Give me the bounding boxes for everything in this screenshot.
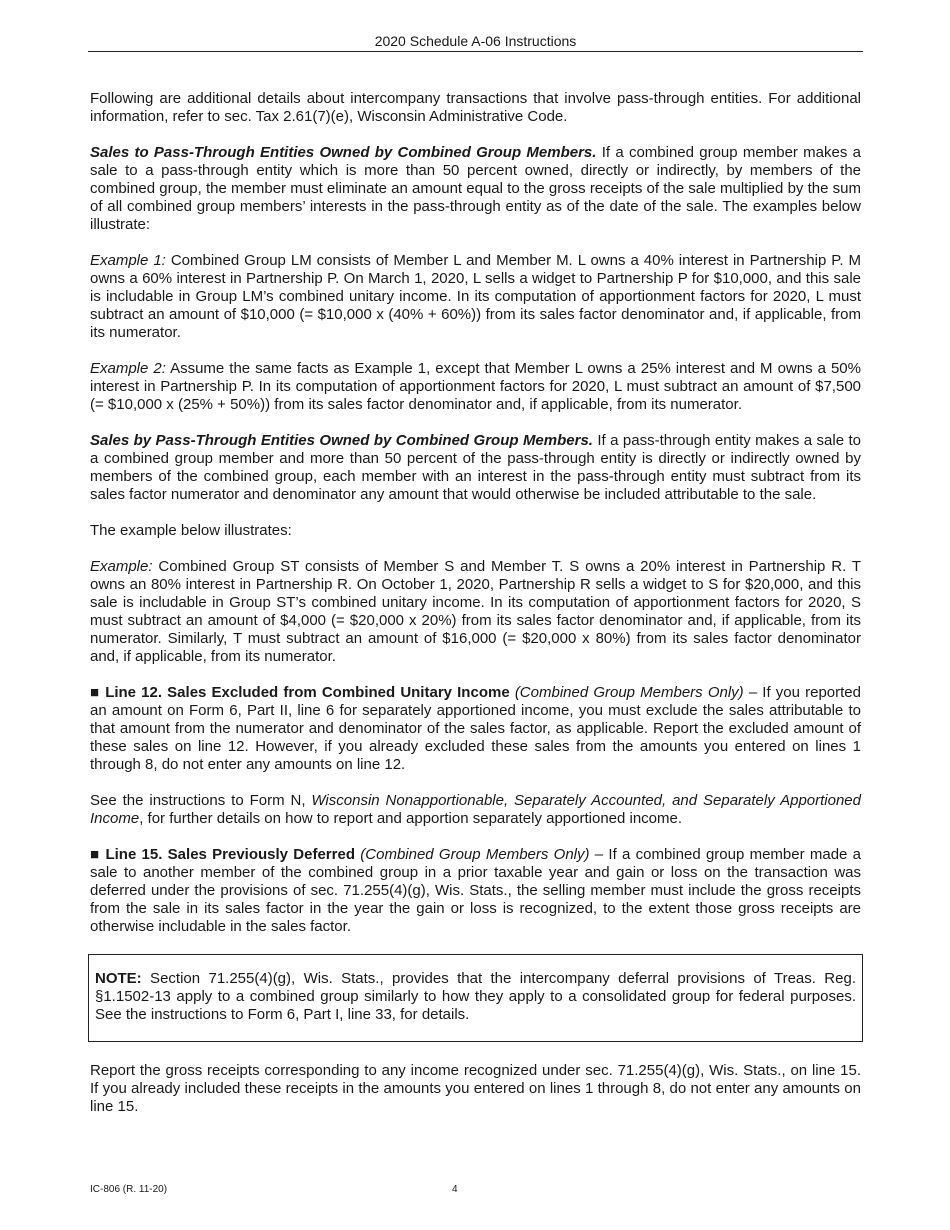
document-body (90, 90, 861, 1134)
line-12-text: – If you reported an amount on Form 6, Part II, line 6 for separately apportioned income, you must exclude the sales attributable to that amount from the numerator and denominator of the sales factor, as applicable. Report the excluded amount of these sales on line 12. However, if you already excluded these sales from the amounts you entered on lines 1 through 8, do not enter any amounts on line 12. (90, 684, 861, 773)
form-n-pre: See the instructions to Form N, (90, 792, 312, 809)
page-header (88, 33, 863, 52)
note-text: Section 71.255(4)(g), Wis. Stats., provides that the intercompany deferral provisions of Treas. Reg. §1.1502-13 apply to a combined group similarly to how they apply to a consolidated group for federal purposes. See the instructions to Form 6, Part I, line 33, for details. (95, 970, 856, 1023)
intro-paragraph: Following are additional details about intercompany transactions that involve pass-through entities. For additional information, refer to sec. Tax 2.61(7)(e), Wisconsin Administrative Code. (90, 90, 861, 125)
line-12-paragraph (90, 684, 861, 774)
example-2-label: Example 2: (90, 360, 166, 377)
header-title: 2020 Schedule A-06 Instructions (374, 33, 577, 49)
footer-page-number: 4 (452, 1184, 458, 1195)
form-n-title: Wisconsin Nonapportionable, Separately Accounted, and Separately Apportioned Income (90, 792, 861, 827)
example-1-text: Combined Group LM consists of Member L and Member M. L owns a 40% interest in Partnership P. M owns a 60% interest in Partnership P. On March 1, 2020, L sells a widget to Partnership P for $10,000, and this sale is includable in Group LM’s combined unitary income. In its computation of apportionment factors for 2020, L must subtract an amount of $10,000 (= $10,000 x (40% + 60%)) from its sales factor denominator and, if applicable, from its numerator. (90, 252, 861, 341)
form-n-paragraph (90, 792, 861, 828)
sales-by-paragraph (90, 432, 861, 504)
line-15-heading: Line 15. Sales Previously Deferred (100, 846, 355, 863)
line-15-paragraph (90, 846, 861, 936)
example-1-label: Example 1: (90, 252, 166, 269)
line-12-qualifier: (Combined Group Members Only) (514, 684, 744, 701)
example-3-label: Example: (90, 558, 153, 575)
note-box (88, 954, 863, 1042)
sales-to-text: If a combined group member makes a sale to a pass-through entity which is more than 50 percent owned, directly or indirectly, by members of the combined group, the member must eliminate an amount equal to the gross receipts of the sale multiplied by the sum of all combined group members’ interests in the pass-through entity as of the date of the sale. The examples below illustrate: (90, 144, 861, 233)
sales-by-heading: Sales by Pass-Through Entities Owned by Combined Group Members. (90, 432, 593, 449)
line-15-text: – If a combined group member made a sale to another member of the combined group in a prior taxable year and gain or loss on the transaction was deferred under the provisions of sec. 71.255(4)(g), Wis. Stats., the selling member must include the gross receipts from the sale in its sales factor in the year the gain or loss is recognized, to the extent those gross receipts are otherwise includable in the sales factor. (90, 846, 862, 935)
line-12-heading: Line 12. Sales Excluded from Combined Unitary Income (100, 684, 510, 701)
footer-form-id: IC-806 (R. 11-20) (90, 1184, 168, 1195)
example-3-paragraph (90, 558, 861, 666)
note-paragraph (95, 970, 856, 1024)
form-n-post: , for further details on how to report and apportion separately apportioned income. (139, 810, 683, 827)
sales-to-heading: Sales to Pass-Through Entities Owned by Combined Group Members. (90, 144, 597, 161)
note-label: NOTE: (95, 970, 142, 987)
sales-to-paragraph (90, 144, 861, 234)
sales-by-text: If a pass-through entity makes a sale to a combined group member and more than 50 percent of the pass-through entity is directly or indirectly owned by members of the combined group, each member with an interest in the pass-through entity must subtract from its sales factor numerator and denominator any amount that would otherwise be included attributable to the sale. (90, 432, 861, 503)
example-3-text: Combined Group ST consists of Member S and Member T. S owns a 20% interest in Partnership R. T owns an 80% interest in Partnership R. On October 1, 2020, Partnership R sells a widget to S for $20,000, and this sale is includable in Group ST’s combined unitary income. In its computation of apportionment factors for 2020, S must subtract an amount of $4,000 (= $20,000 x 20%) from its sales factor denominator and, if applicable, from its numerator. Similarly, T must subtract an amount of $16,000 (= $20,000 x 80%) from its sales factor denominator and, if applicable, from its numerator. (90, 558, 861, 665)
line-15-qualifier: (Combined Group Members Only) (360, 846, 590, 863)
example-intro-paragraph: The example below illustrates: (90, 522, 292, 539)
example-1-paragraph (90, 252, 861, 342)
example-2-paragraph (90, 360, 861, 414)
line-12-bullet-icon: ■ (90, 684, 101, 701)
closing-paragraph: Report the gross receipts corresponding to any income recognized under sec. 71.255(4)(g), Wis. Stats., on line 15. If you already included these receipts in the amounts you entered on lines 1 through 8, do not enter any amounts on line 15. (90, 1062, 861, 1115)
line-15-bullet-icon: ■ (90, 846, 101, 863)
example-2-text: Assume the same facts as Example 1, except that Member L owns a 25% interest and M owns a 50% interest in Partnership P. In its computation of apportionment factors for 2020, L must subtract an amount of $7,500 (= $10,000 x (25% + 50%)) from its sales factor denominator and, if applicable, from its numerator. (90, 360, 861, 413)
